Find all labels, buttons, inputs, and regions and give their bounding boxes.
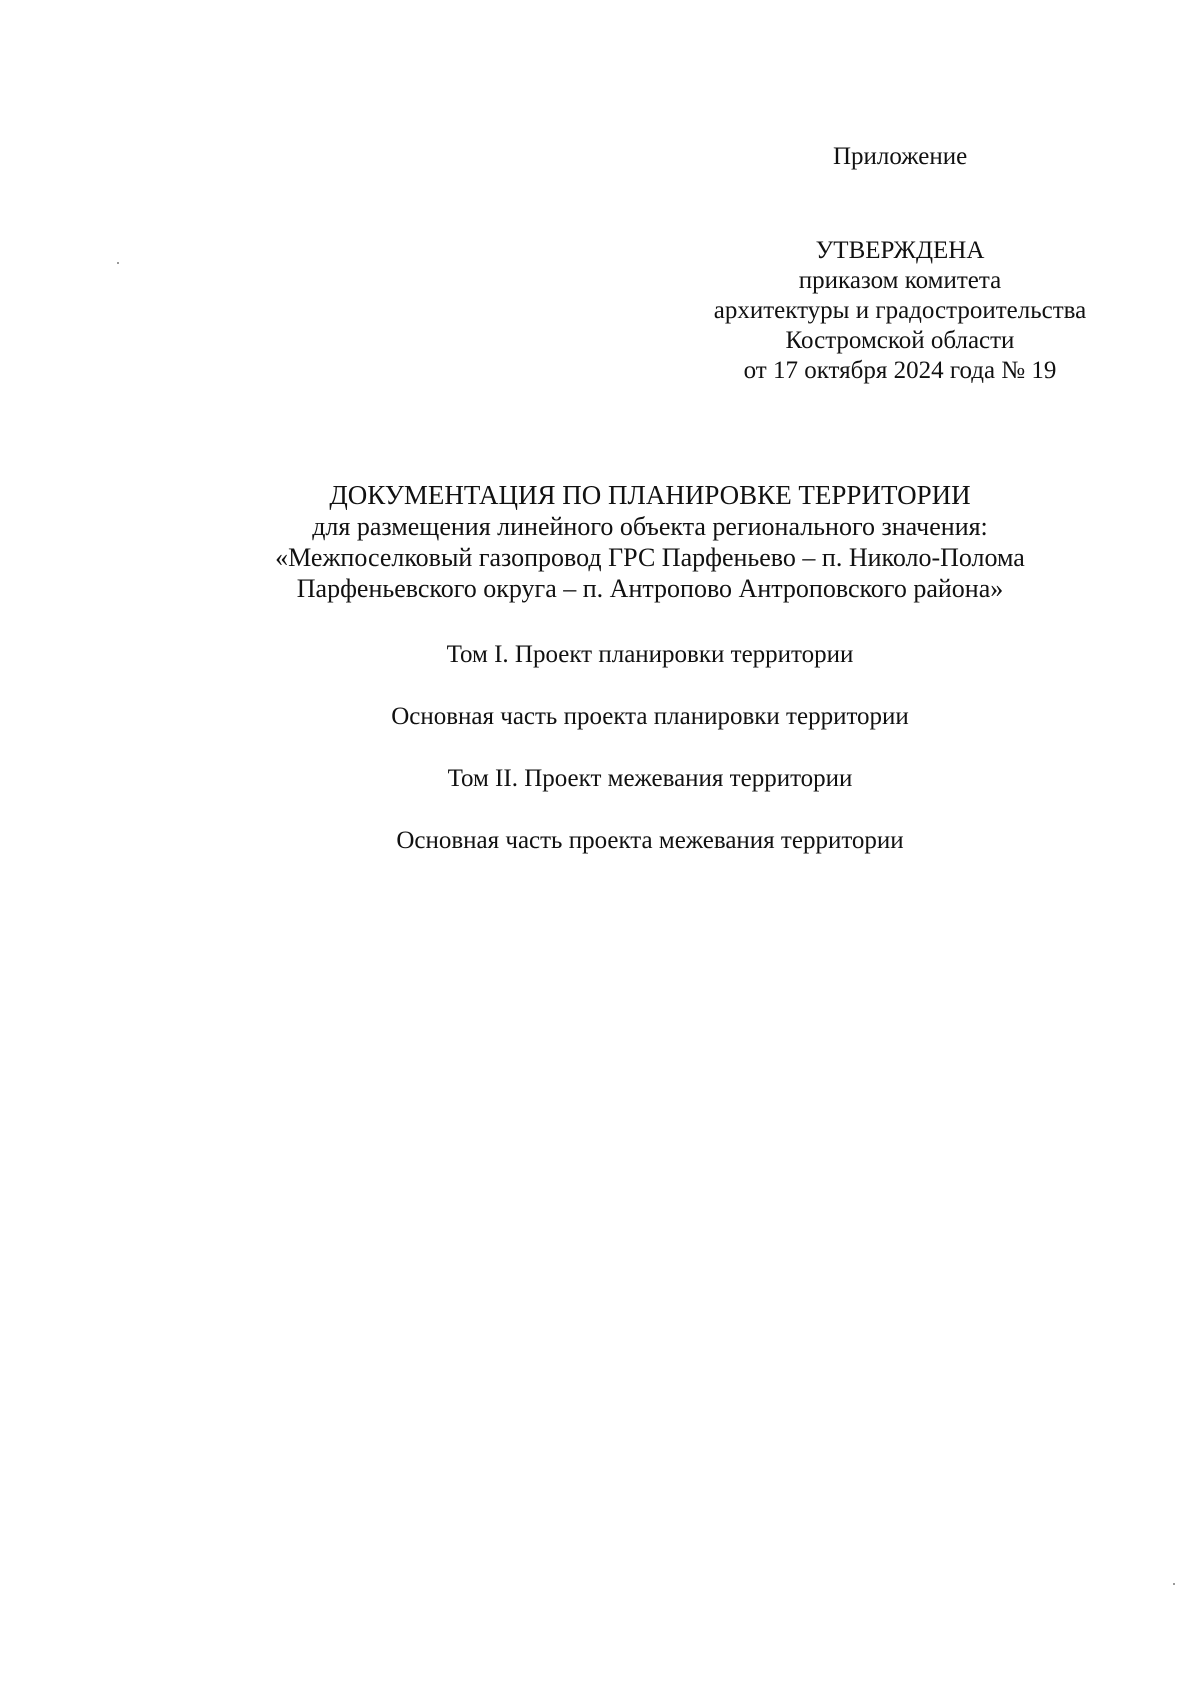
volume-2-title: Том II. Проект межевания территории — [447, 765, 853, 792]
scan-speck — [117, 262, 119, 264]
volume-1-main-part: Основная часть проекта планировки территории — [391, 703, 909, 730]
document-subtitle-line-3: Парфеньевского округа – п. Антропово Антроповского района» — [296, 574, 1004, 603]
approval-line-date: от 17 октября 2024 года № 19 — [743, 357, 1057, 384]
volume-1-title: Том I. Проект планировки территории — [446, 641, 854, 668]
appendix-label: Приложение — [833, 143, 968, 170]
approval-line-committee: архитектуры и градостроительства — [713, 297, 1087, 324]
volume-list — [200, 640, 1100, 888]
approval-line-region: Костромской области — [785, 327, 1015, 354]
approval-line-order: приказом комитета — [798, 267, 1002, 294]
scan-speck — [1173, 1583, 1175, 1585]
document-subtitle-line-1: для размещения линейного объекта регионального значения: — [312, 512, 988, 541]
volume-2-main-part: Основная часть проекта межевания территории — [396, 827, 904, 854]
approval-status: УТВЕРЖДЕНА — [815, 237, 985, 264]
document-title-block — [200, 480, 1100, 604]
document-subtitle-line-2: «Межпоселковый газопровод ГРС Парфеньево – п. Николо-Полома — [275, 543, 1025, 572]
document-heading: ДОКУМЕНТАЦИЯ ПО ПЛАНИРОВКЕ ТЕРРИТОРИИ — [329, 480, 971, 510]
approval-block — [680, 236, 1120, 386]
